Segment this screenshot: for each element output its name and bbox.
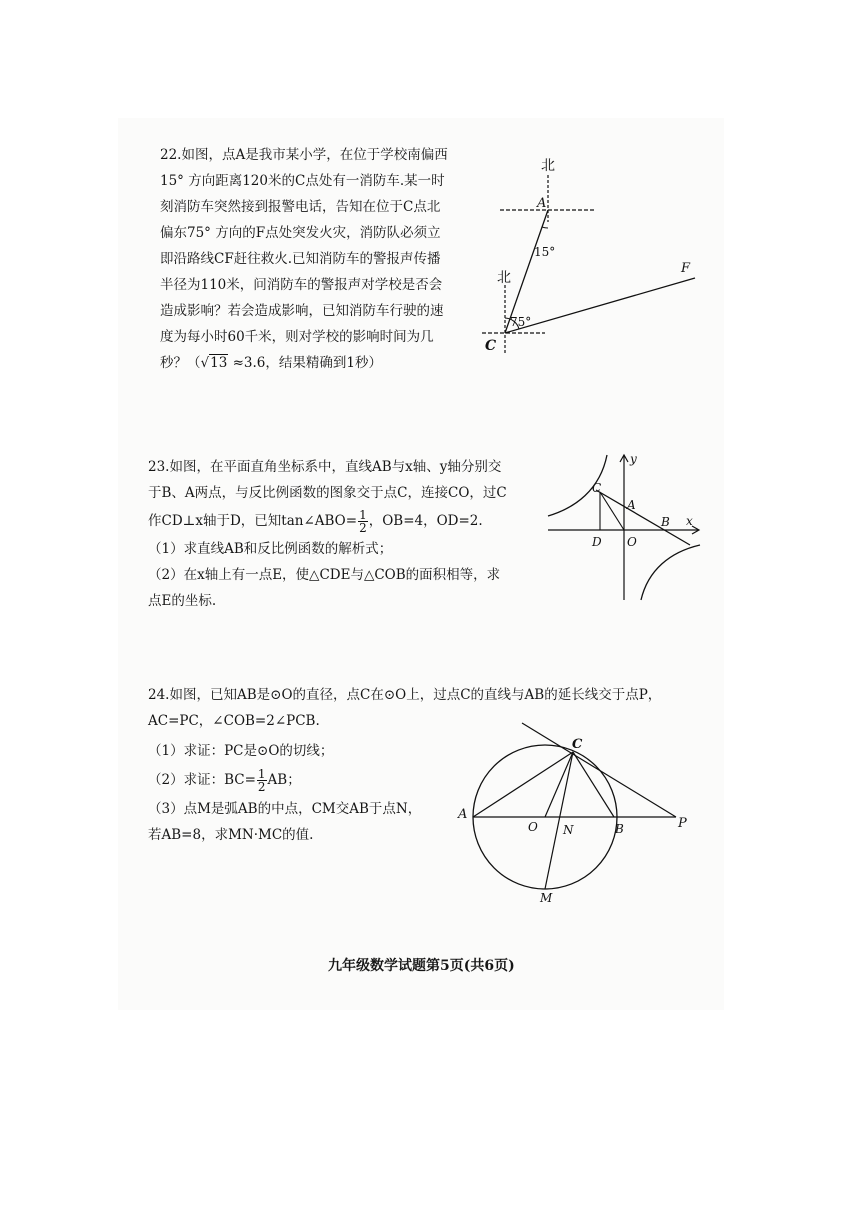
question-22: [160, 142, 448, 376]
q23-figure: [540, 448, 710, 608]
q24-label-a: A: [458, 807, 468, 822]
q22-label-15: 15°: [534, 245, 556, 259]
q22-line-6: 半径为110米，问消防车的警报声对学校是否会: [160, 277, 443, 293]
q23-line-3: 作CD⊥x轴于D，已知tan∠ABO= $\frac{1}{2}$ ，OB=4，OD=2.: [148, 508, 483, 535]
q23-line-2: 于B、A两点，与反比例函数的图象交于点C，连接CO，过C: [148, 485, 507, 501]
q23-label-x: x: [686, 514, 693, 528]
q23-line-1: 23.如图，在平面直角坐标系中，直线AB与x轴、y轴分别交: [148, 459, 502, 475]
q24-line-1: 24.如图，已知AB是⊙O的直径，点C在⊙O上，过点C的直线与AB的延长线交于点P，: [148, 687, 662, 703]
q22-label-north-top: 北: [541, 158, 555, 174]
q22-label-c: C: [485, 338, 497, 354]
q22-line-9: 秒？（√13 ≈3.6，结果精确到1秒）: [160, 355, 382, 371]
q23-label-y: y: [630, 452, 637, 466]
q22-line-8: 度为每小时60千米，则对学校的影响时间为几: [160, 329, 434, 345]
q23-part-1: （1）求直线AB和反比例函数的解析式；: [148, 541, 393, 557]
q22-line-1: 22.如图，点A是我市某小学，在位于学校南偏西: [160, 147, 448, 163]
q24-figure: [455, 712, 695, 912]
q24-part-2: （2）求证：BC= $\frac{1}{2}$ AB；: [148, 767, 301, 794]
q24-part-3: （3）点M是弧AB的中点，CM交AB于点N，: [148, 801, 422, 817]
q22-label-a: A: [537, 196, 547, 211]
q24-part-3-cont: 若AB=8，求MN·MC的值.: [148, 827, 314, 843]
q24-label-m: M: [540, 891, 553, 905]
q22-line-2: 15° 方向距离120米的C点处有一消防车.某一时: [160, 173, 445, 189]
fraction-one-half-q24: $\frac{1}{2}$: [257, 767, 266, 794]
q23-part-2-cont: 点E的坐标.: [148, 593, 217, 609]
q23-label-a: A: [627, 498, 636, 512]
q22-line-3: 刻消防车突然接到报警电话，告知在位于C点北: [160, 199, 441, 215]
q22-label-f: F: [681, 261, 691, 276]
q23-label-b: B: [661, 515, 670, 529]
question-23: [148, 454, 507, 614]
page-footer: 九年级数学试题第5页(共6页): [328, 958, 515, 974]
q24-label-c: C: [572, 737, 583, 752]
q24-label-b: B: [615, 822, 624, 836]
q24-label-p: P: [678, 816, 687, 831]
q23-part-2: （2）在x轴上有一点E，使△CDE与△COB的面积相等，求: [148, 567, 501, 583]
fraction-one-half: $\frac{1}{2}$: [359, 508, 367, 535]
q24-label-n: N: [563, 823, 574, 837]
sqrt-13: 13: [210, 355, 228, 371]
q22-line-7: 造成影响？若会造成影响，已知消防车行驶的速: [160, 303, 444, 319]
q22-line-5: 即沿路线CF赶往救火.已知消防车的警报声传播: [160, 251, 441, 267]
q22-line-4: 偏东75° 方向的F点处突发火灾，消防队必须立: [160, 225, 441, 241]
q24-part-1: （1）求证：PC是⊙O的切线；: [148, 743, 334, 759]
q22-figure: [480, 145, 710, 375]
q23-label-c: C: [592, 481, 602, 495]
q23-label-d: D: [592, 535, 602, 549]
q22-label-75: 75°: [510, 315, 532, 329]
q24-line-2: AC=PC，∠COB=2∠PCB.: [148, 713, 320, 729]
q22-label-north-bottom: 北: [497, 270, 511, 286]
q23-label-o: O: [627, 535, 637, 549]
q24-label-o: O: [528, 820, 538, 834]
